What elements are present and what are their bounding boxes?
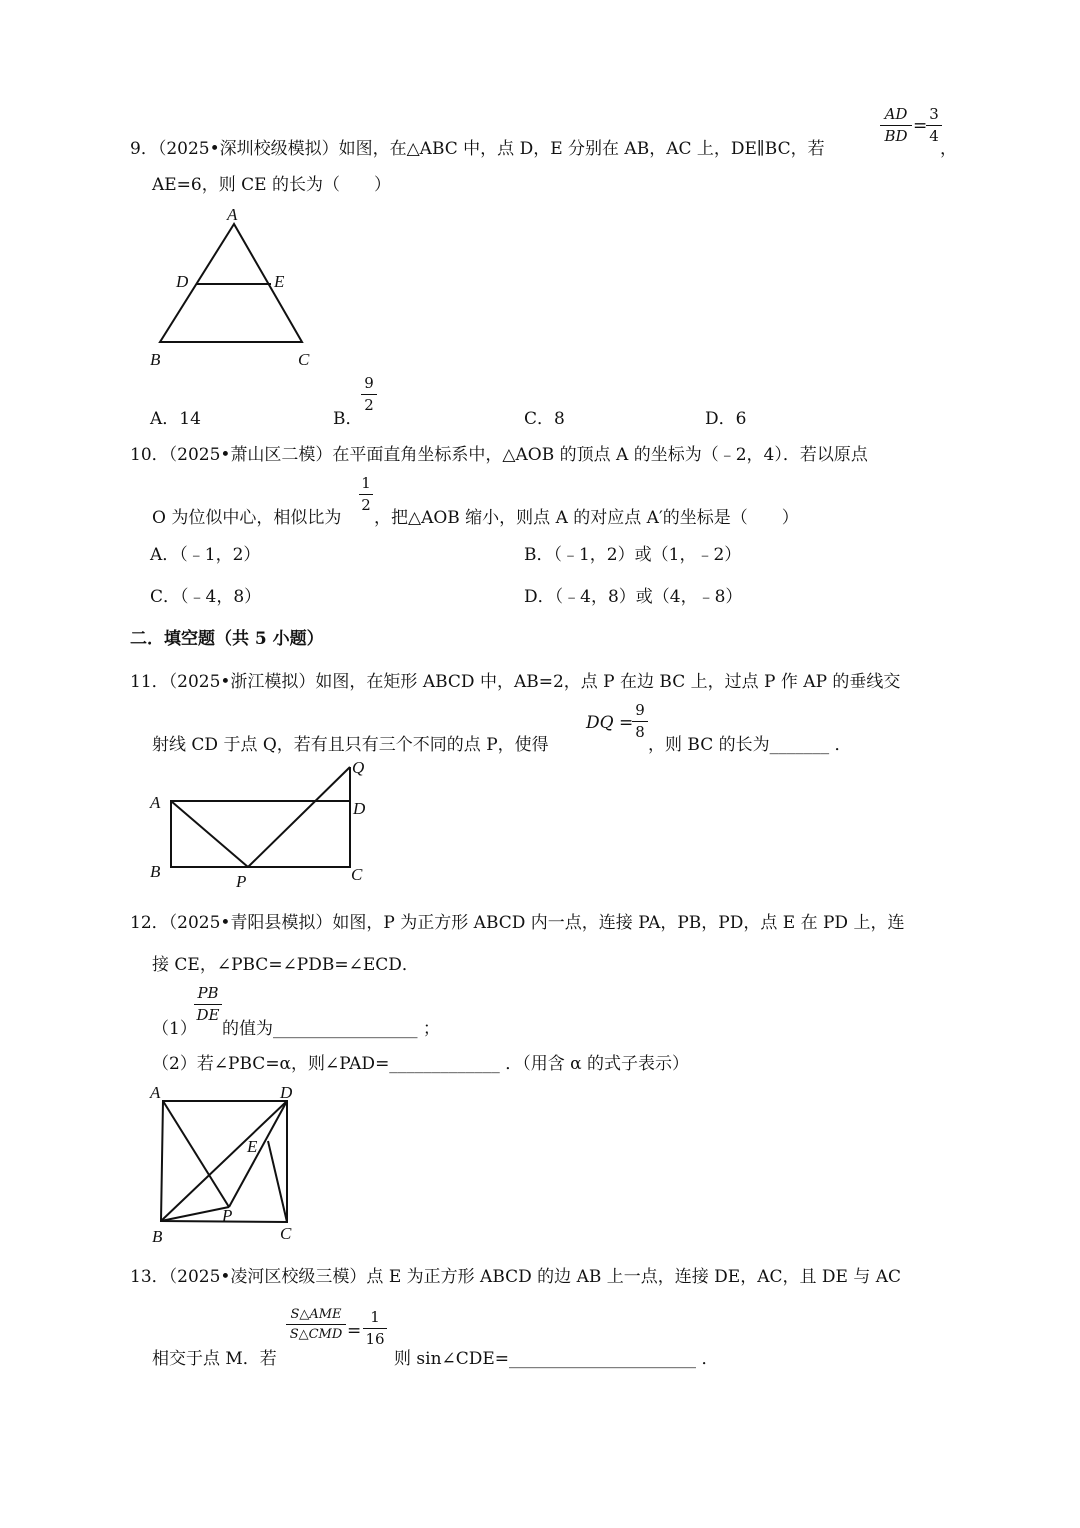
q12-segment-ap bbox=[163, 1101, 229, 1207]
q10-line1: 10．（2025•萧山区二模）在平面直角坐标系中，△AOB 的顶点 A 的坐标为（﹣2，4）．若以原点 bbox=[130, 445, 868, 465]
q12-label-c: C bbox=[280, 1224, 292, 1243]
q9-option-a: A．14 bbox=[150, 409, 201, 429]
q12-ratio-numerator: PB bbox=[197, 984, 219, 1002]
q11-value-denominator: 8 bbox=[635, 723, 645, 741]
q9-equals: = bbox=[913, 116, 928, 136]
q12-line1: 12．（2025•青阳县模拟）如图，P 为正方形 ABCD 内一点，连接 PA，PB，PD，点 E 在 PD 上，连 bbox=[130, 913, 905, 933]
q9-label-b: B bbox=[150, 350, 161, 369]
q11-rectangle-figure bbox=[140, 755, 380, 895]
q12-ratio-fraction bbox=[194, 986, 222, 1023]
q9-option-b-prefix: B． bbox=[333, 409, 363, 429]
section-fill-in-title: 二．填空题（共 5 小题） bbox=[130, 629, 324, 649]
q12-segment-pd bbox=[229, 1101, 287, 1207]
q11-line2-part1: 射线 CD 于点 Q，若有且只有三个不同的点 P，使得 bbox=[152, 735, 549, 755]
q9-line2: AE=6，则 CE 的长为（ ） bbox=[152, 175, 391, 195]
q11-dq: DQ bbox=[586, 713, 614, 733]
q9-value-denominator: 4 bbox=[929, 127, 939, 145]
q13-line2-part1: 相交于点 M．若 bbox=[152, 1349, 277, 1369]
q11-segment-pq bbox=[248, 767, 350, 867]
q10-option-d: D．（﹣4，8）或（4，﹣8） bbox=[524, 587, 743, 607]
q13-area-ratio-fraction bbox=[286, 1308, 346, 1341]
q9-line1: 9．（2025•深圳校级模拟）如图，在△ABC 中，点 D，E 分别在 AB，AC 上，DE∥BC，若 bbox=[130, 139, 825, 159]
q11-value-numerator: 9 bbox=[635, 701, 645, 719]
q10-ratio-fraction bbox=[359, 476, 373, 513]
q11-segment-ap bbox=[171, 801, 248, 867]
q9-option-d: D．6 bbox=[705, 409, 747, 429]
q9-label-d: D bbox=[176, 272, 189, 291]
q11-label-a: A bbox=[150, 793, 161, 812]
q10-option-b: B．（﹣1，2）或（1，﹣2） bbox=[524, 545, 742, 565]
q12-label-e: E bbox=[247, 1137, 258, 1156]
q9-triangle-figure bbox=[140, 200, 330, 375]
q12-label-b: B bbox=[152, 1227, 163, 1246]
q11-label-d: D bbox=[353, 799, 366, 818]
q10-ratio-denominator: 2 bbox=[361, 496, 371, 514]
q13-value-fraction bbox=[363, 1310, 387, 1347]
q11-rectangle-abcd bbox=[171, 801, 350, 867]
q12-ratio-denominator: DE bbox=[196, 1006, 220, 1024]
q12-label-a: A bbox=[150, 1083, 161, 1102]
q12-line2: 接 CE，∠PBC=∠PDB=∠ECD． bbox=[152, 955, 419, 975]
q12-sub1-suffix: 的值为_________________ ； bbox=[222, 1019, 440, 1039]
q9-ratio-fraction bbox=[880, 107, 912, 144]
q11-line1: 11．（2025•浙江模拟）如图，在矩形 ABCD 中，AB=2，点 P 在边 BC 上，过点 P 作 AP 的垂线交 bbox=[130, 672, 901, 692]
q13-equals: = bbox=[347, 1321, 362, 1341]
q9-option-b-denominator: 2 bbox=[364, 396, 374, 414]
q10-line2-part2: ，把△AOB 缩小，则点 A 的对应点 A′的坐标是（ ） bbox=[374, 508, 799, 528]
q12-sub1-prefix: （1） bbox=[152, 1019, 197, 1039]
q9-label-a: A bbox=[227, 205, 238, 224]
q12-label-p: P bbox=[222, 1206, 233, 1225]
q13-value-numerator: 1 bbox=[370, 1308, 380, 1326]
q10-ratio-numerator: 1 bbox=[361, 474, 371, 492]
q11-label-c: C bbox=[351, 865, 363, 884]
q12-segment-bd bbox=[161, 1101, 287, 1221]
q9-value-numerator: 3 bbox=[929, 105, 939, 123]
q9-label-e: E bbox=[274, 272, 285, 291]
q13-area-denominator: S△CMD bbox=[289, 1327, 343, 1342]
q10-line2-part1: O 为位似中心，相似比为 bbox=[152, 508, 342, 528]
q12-square-figure bbox=[140, 1078, 320, 1248]
q13-line1: 13．（2025•凌河区校级三模）点 E 为正方形 ABCD 的边 AB 上一点，连接 DE，AC，且 DE 与 AC bbox=[130, 1267, 902, 1287]
q10-option-c: C．（﹣4，8） bbox=[150, 587, 262, 607]
q10-option-a: A．（﹣1，2） bbox=[150, 545, 261, 565]
q13-area-numerator: S△AME bbox=[290, 1307, 342, 1322]
q11-label-b: B bbox=[150, 862, 161, 881]
q12-segment-bp bbox=[161, 1207, 229, 1221]
q13-line2-part2: 则 sin∠CDE=______________________ ． bbox=[394, 1349, 719, 1369]
q9-option-c: C．8 bbox=[524, 409, 565, 429]
q12-segment-ce bbox=[268, 1141, 287, 1222]
q11-value-fraction bbox=[632, 703, 648, 740]
q9-comma: ， bbox=[940, 139, 957, 159]
q9-ratio-numerator: AD bbox=[884, 105, 908, 123]
q12-sub2: （2）若∠PBC=α，则∠PAD=_____________ ．（用含 α 的式子表示） bbox=[152, 1054, 690, 1074]
q11-label-p: P bbox=[236, 872, 247, 891]
q9-option-b-numerator: 9 bbox=[364, 374, 374, 392]
q11-label-q: Q bbox=[352, 758, 365, 777]
q9-ratio-denominator: BD bbox=[884, 127, 908, 145]
q12-label-d: D bbox=[280, 1083, 293, 1102]
q11-equals: = bbox=[619, 713, 634, 733]
q9-option-b-fraction bbox=[361, 376, 377, 413]
q9-label-c: C bbox=[298, 350, 310, 369]
q13-value-denominator: 16 bbox=[365, 1330, 385, 1348]
q11-line2-part2: ，则 BC 的长为_______ ． bbox=[648, 735, 852, 755]
